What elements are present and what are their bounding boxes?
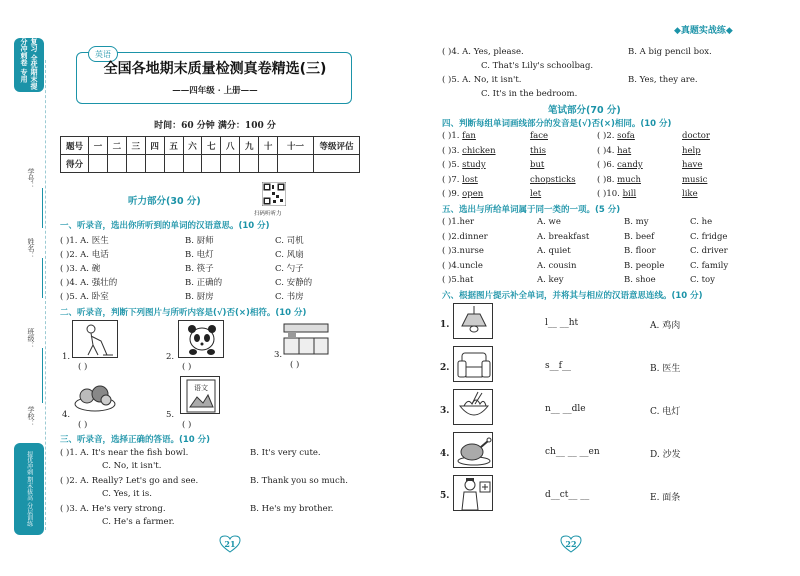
option-a: 5. A. No, it isn't.	[451, 75, 522, 85]
section-5-title: 五、选出与所给单词属于同一类的一项。(5 分)	[442, 205, 621, 215]
item-number: 4.	[69, 278, 78, 288]
option-b: B. Yes, they are.	[628, 75, 698, 85]
answer-blank[interactable]: ( )	[597, 145, 607, 156]
option-c: C. It's in the bedroom.	[481, 89, 578, 99]
given-word: hat	[459, 275, 474, 285]
book-icon	[181, 377, 221, 415]
field-name-line	[42, 258, 43, 298]
option-c: C. That's Lily's schoolbag.	[481, 61, 594, 71]
picture-book	[180, 376, 220, 414]
item-number: 4.	[440, 449, 450, 459]
answer-blank[interactable]: ( )	[60, 250, 70, 260]
given-word: her	[459, 217, 475, 227]
score-cell[interactable]	[221, 155, 240, 173]
panda-icon	[179, 321, 225, 359]
answer-blank[interactable]: ( )	[290, 360, 300, 370]
option-b: B. He's my brother.	[250, 504, 334, 514]
option-c: C. 风扇	[275, 250, 304, 260]
option-c: C. he	[690, 217, 713, 227]
option-a: A. cousin	[537, 260, 577, 271]
word-blank[interactable]: s__f__	[545, 361, 571, 371]
word-2: music	[682, 174, 708, 185]
listening-title: 听力部分(30 分)	[128, 196, 201, 207]
option-a: A. key	[537, 275, 564, 285]
item-number: 2.	[440, 363, 450, 373]
score-cell[interactable]	[183, 155, 202, 173]
word-2: help	[682, 145, 701, 156]
list-item	[442, 75, 522, 85]
answer-blank[interactable]: ( )	[442, 174, 452, 185]
option-c: C. 勺子	[275, 264, 304, 274]
option-a: 2. A. Really? Let's go and see.	[69, 476, 199, 486]
word-1: hat	[617, 145, 632, 156]
item-number: 5.	[451, 160, 460, 170]
score-header-cell: 题号	[61, 137, 89, 155]
item-number: 5.	[166, 410, 175, 420]
option-b: B. 正确的	[185, 278, 223, 288]
item-number: 2.	[69, 250, 78, 260]
list-item	[597, 160, 643, 170]
field-school-line	[42, 373, 43, 403]
item-number: 1.	[69, 236, 78, 246]
field-school-label: 学校：	[27, 406, 35, 427]
option-c: C. toy	[690, 275, 715, 285]
word-1: candy	[617, 160, 643, 170]
score-header-cell: 三	[126, 137, 145, 155]
list-item	[442, 275, 473, 285]
answer-blank[interactable]: ( )	[597, 174, 607, 185]
answer-blank[interactable]: ( )	[442, 131, 452, 141]
list-item	[60, 504, 166, 514]
vegetables-icon	[72, 376, 118, 414]
item-number: 1.	[62, 352, 71, 362]
score-header-row	[61, 137, 360, 155]
qr-code-icon[interactable]	[262, 182, 286, 206]
answer-blank[interactable]: ( )	[442, 217, 452, 227]
list-item	[442, 47, 524, 57]
given-word: uncle	[459, 260, 483, 271]
item-number: 5.	[451, 275, 460, 285]
section-6-title: 六、根据图片提示补全单词，并将其与相应的汉语意思连线。(10 分)	[442, 291, 703, 301]
score-cell[interactable]	[259, 155, 278, 173]
list-item	[442, 217, 474, 227]
score-header-cell: 五	[164, 137, 183, 155]
field-class-label: 班级：	[27, 328, 35, 349]
word-2: chopsticks	[530, 174, 576, 185]
score-cell[interactable]	[164, 155, 183, 173]
meaning-option[interactable]: C. 电灯	[650, 407, 681, 417]
field-name-label: 姓名：	[27, 238, 35, 259]
score-header-cell: 六	[183, 137, 202, 155]
meaning-option[interactable]: B. 医生	[650, 364, 681, 374]
sofa-icon	[454, 347, 494, 383]
option-b: B. It's very cute.	[250, 448, 321, 458]
option-c: C. 安静的	[275, 278, 313, 288]
option-a: A. 电话	[80, 250, 109, 260]
item-number: 1.	[440, 320, 450, 330]
time-score-line: 时间：60 分钟 满分：100 分	[154, 121, 276, 131]
list-item	[60, 262, 100, 274]
word-1: lost	[462, 174, 478, 185]
list-item	[442, 232, 488, 242]
word-2: but	[530, 160, 545, 170]
sidebar-top-label: 复习 全优期末提分冲刺卷 专用	[14, 38, 44, 92]
option-a: A. 碗	[80, 264, 101, 274]
picture-chicken	[453, 432, 493, 468]
score-cell[interactable]	[145, 155, 164, 173]
word-1: fan	[462, 131, 476, 141]
option-a: A. 强壮的	[80, 278, 118, 288]
option-c: C. family	[690, 260, 729, 271]
word-1: open	[462, 189, 484, 199]
picture-panda	[178, 320, 224, 358]
option-b: B. 厨房	[185, 292, 214, 302]
meaning-option[interactable]: E. 面条	[650, 493, 681, 503]
picture-vegetables	[72, 376, 118, 414]
answer-blank[interactable]: ( )	[442, 246, 452, 256]
word-blank[interactable]: d__ct__ __	[545, 490, 590, 500]
item-number: 2.	[166, 352, 175, 362]
option-c: C. He's a farmer.	[102, 517, 175, 527]
answer-blank[interactable]: ( )	[442, 160, 452, 170]
answer-blank[interactable]: ( )	[442, 275, 452, 285]
option-b: B. 厨师	[185, 236, 214, 246]
lamp-icon	[454, 304, 494, 340]
score-cell[interactable]	[202, 155, 221, 173]
sidebar-bottom-label: 提优冲刺 期末拔高 分层训练	[14, 443, 44, 535]
option-c: C. No, it isn't.	[102, 461, 162, 471]
word-1: study	[462, 160, 486, 170]
score-cell[interactable]	[126, 155, 145, 173]
list-item	[442, 160, 486, 170]
section-1-title: 一、听录音，选出你所听到的单词的汉语意思。(10 分)	[60, 221, 270, 231]
answer-blank[interactable]: ( )	[442, 145, 452, 156]
item-number: 3.	[451, 246, 460, 256]
score-value-row	[61, 155, 360, 173]
item-number: 1.	[451, 217, 460, 227]
list-item	[442, 246, 484, 256]
item-number: 3.	[69, 264, 78, 274]
cut-line	[45, 60, 46, 530]
item-number: 2.	[451, 231, 460, 242]
option-a: 3. A. He's very strong.	[69, 504, 166, 514]
list-item	[60, 276, 117, 288]
option-a: 1. A. It's near the fish bowl.	[69, 448, 189, 458]
list-item	[442, 131, 476, 141]
picture-sofa	[453, 346, 493, 382]
answer-blank[interactable]: ( )	[597, 160, 607, 170]
meaning-option[interactable]: D. 沙发	[650, 450, 681, 460]
roast-chicken-icon	[454, 433, 494, 469]
page-title: 全国各地期末质量检测真卷精选(三)	[103, 61, 327, 77]
field-id-line	[42, 188, 43, 228]
word-1: much	[617, 174, 641, 185]
item-number: 9.	[451, 189, 460, 199]
word-blank[interactable]: ch__ __ __en	[545, 447, 600, 457]
given-word: dinner	[459, 231, 488, 242]
picture-doctor	[453, 475, 493, 511]
score-header-cell: 二	[107, 137, 126, 155]
item-number: 3.	[274, 350, 283, 360]
list-item	[442, 175, 478, 185]
item-number: 4.	[62, 410, 71, 420]
section-3-title: 三、听录音，选择正确的答语。(10 分)	[60, 435, 211, 445]
section-2-title: 二、听录音，判断下列图片与所听内容是(√)否(×)相符。(10 分)	[60, 308, 307, 318]
option-b: B. 筷子	[185, 264, 214, 274]
score-header-cell: 等级评估	[314, 137, 360, 155]
answer-blank[interactable]: ( )	[78, 420, 88, 430]
option-b: B. A big pencil box.	[628, 47, 712, 57]
score-header-cell: 十一	[278, 137, 314, 155]
word-blank[interactable]: l__ __ht	[545, 318, 579, 328]
answer-blank[interactable]: ( )	[60, 476, 70, 486]
option-b: B. floor	[624, 246, 656, 256]
word-2: face	[530, 131, 549, 141]
option-b: B. 电灯	[185, 250, 214, 260]
noodles-icon	[454, 390, 494, 426]
score-table	[60, 136, 360, 173]
item-number: 4.	[451, 260, 460, 271]
meaning-option[interactable]: A. 鸡肉	[650, 321, 681, 331]
item-number: 8.	[606, 174, 615, 185]
list-item	[60, 448, 188, 458]
word-blank[interactable]: n__ __dle	[545, 404, 586, 414]
answer-blank[interactable]: ( )	[60, 292, 70, 302]
option-c: C. fridge	[690, 231, 728, 242]
answer-blank[interactable]: ( )	[442, 231, 452, 242]
answer-blank[interactable]: ( )	[442, 75, 452, 85]
word-1: chicken	[462, 145, 496, 156]
sidebar	[14, 38, 44, 538]
list-item	[442, 189, 483, 199]
kitchen-icon	[282, 320, 330, 356]
answer-blank[interactable]: ( )	[182, 362, 192, 372]
qr-label: 扫码听听力	[254, 211, 282, 217]
option-b: B. beef	[624, 231, 655, 242]
list-item	[60, 248, 109, 260]
item-number: 3.	[440, 406, 450, 416]
word-2: like	[682, 189, 698, 199]
item-number: 5.	[440, 491, 450, 501]
section-tag: ◆真题实战练◆	[674, 26, 733, 36]
item-number: 1.	[451, 131, 460, 141]
list-item	[60, 234, 109, 246]
item-number: 3.	[451, 145, 460, 156]
option-c: C. 司机	[275, 236, 304, 246]
word-2: have	[682, 160, 703, 170]
picture-lamp	[453, 303, 493, 339]
doctor-icon	[454, 476, 494, 512]
answer-blank[interactable]: ( )	[60, 504, 70, 514]
list-item	[442, 261, 483, 271]
item-number: 5.	[69, 292, 78, 302]
score-header-cell: 七	[202, 137, 221, 155]
picture-kitchen	[282, 320, 330, 356]
option-b: B. people	[624, 260, 665, 271]
score-cell[interactable]	[314, 155, 360, 173]
section-4-title: 四、判断每组单词画线部分的发音是(√)否(×)相同。(10 分)	[442, 119, 672, 129]
field-id-label: 学号：	[27, 168, 35, 189]
sweeping-person-icon	[73, 321, 119, 359]
option-a: A. breakfast	[537, 231, 590, 242]
option-a: A. quiet	[537, 246, 571, 256]
score-header-cell: 八	[221, 137, 240, 155]
score-header-cell: 一	[89, 137, 108, 155]
word-2: doctor	[682, 131, 710, 141]
list-item	[60, 476, 198, 486]
item-number: 4.	[606, 145, 615, 156]
list-item	[597, 131, 635, 141]
answer-blank[interactable]: ( )	[182, 420, 192, 430]
score-cell[interactable]	[278, 155, 314, 173]
word-1: bill	[622, 189, 637, 199]
page-number-left: 21	[224, 539, 236, 549]
answer-blank[interactable]: ( )	[78, 362, 88, 372]
item-number: 2.	[606, 131, 615, 141]
answer-blank[interactable]: ( )	[442, 260, 452, 271]
option-a: A. 医生	[80, 236, 109, 246]
option-c: C. Yes, it is.	[102, 489, 152, 499]
answer-blank[interactable]: ( )	[442, 47, 452, 57]
option-b: B. Thank you so much.	[250, 476, 348, 486]
answer-blank[interactable]: ( )	[442, 189, 452, 199]
list-item	[60, 290, 109, 302]
answer-blank[interactable]: ( )	[597, 131, 607, 141]
score-header-cell: 四	[145, 137, 164, 155]
page-number-right: 22	[565, 539, 577, 549]
list-item	[597, 189, 636, 199]
score-cell[interactable]	[89, 155, 108, 173]
page-subtitle: ——四年级 · 上册——	[172, 86, 258, 96]
answer-blank[interactable]: ( )	[60, 278, 70, 288]
subject-tag: 英语	[88, 46, 118, 62]
answer-blank[interactable]: ( )	[60, 236, 70, 246]
option-c: C. driver	[690, 246, 728, 256]
score-header-cell: 十	[259, 137, 278, 155]
list-item	[597, 175, 641, 185]
option-a: A. 卧室	[80, 292, 109, 302]
option-a: 4. A. Yes, please.	[451, 47, 524, 57]
score-cell[interactable]	[107, 155, 126, 173]
word-1: sofa	[617, 131, 635, 141]
answer-blank[interactable]: ( )	[60, 448, 70, 458]
score-row-label: 得分	[61, 155, 89, 173]
given-word: nurse	[459, 246, 484, 256]
word-2: let	[530, 189, 542, 199]
score-header-cell: 九	[240, 137, 259, 155]
item-number: 7.	[451, 174, 460, 185]
book-title: 语文	[194, 384, 208, 392]
item-number: 10.	[606, 189, 620, 199]
list-item	[442, 146, 496, 156]
option-b: B. my	[624, 217, 649, 227]
list-item	[597, 146, 631, 156]
option-c: C. 书房	[275, 292, 304, 302]
option-a: A. we	[537, 217, 561, 227]
word-2: this	[530, 145, 546, 156]
item-number: 6.	[606, 160, 615, 170]
picture-sweeping	[72, 320, 118, 358]
option-b: B. shoe	[624, 275, 656, 285]
answer-blank[interactable]: ( )	[60, 264, 70, 274]
answer-blank[interactable]: ( )	[597, 189, 607, 199]
score-cell[interactable]	[240, 155, 259, 173]
written-title: 笔试部分(70 分)	[548, 105, 621, 116]
picture-noodles	[453, 389, 493, 425]
